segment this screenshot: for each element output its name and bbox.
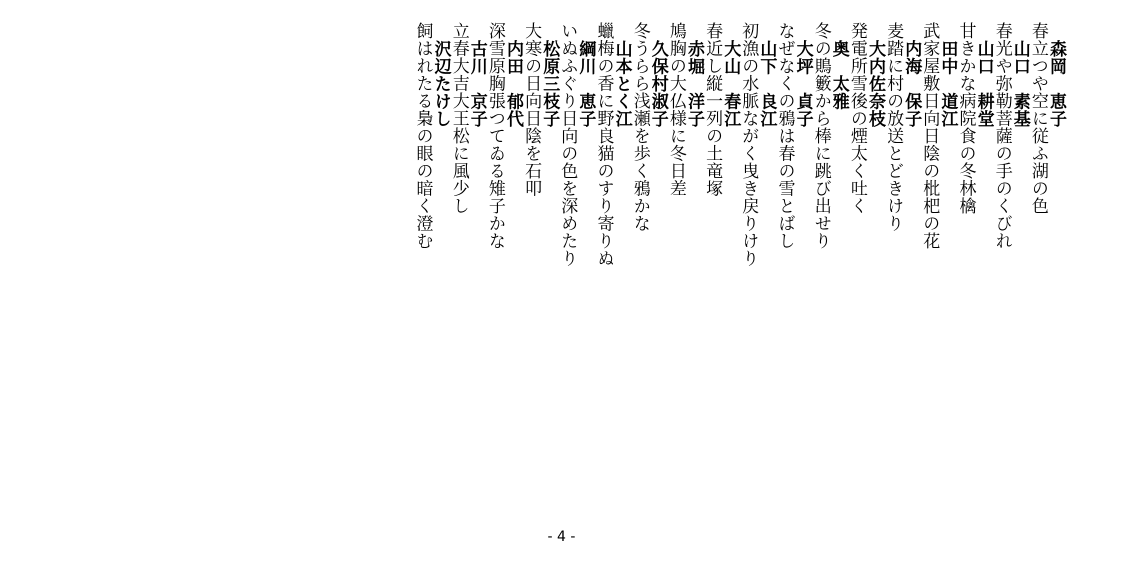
haiku-author: 古川 京子 [466, 40, 487, 128]
haiku-text: 武家屋敷日向日陰の枇杷の花 [919, 22, 940, 250]
haiku-author: 奥 太雅 [828, 40, 849, 110]
haiku-text: 大寒の日向日陰を石叩 [521, 22, 542, 197]
haiku-text: 冬うらら浅瀬を歩く鴉かな [629, 22, 650, 232]
haiku-text: 麦踏に村の放送とどきけり [883, 22, 904, 232]
haiku-author: 松原三枝子 [539, 40, 560, 128]
haiku-text: 甘きかな病院食の冬林檎 [955, 22, 976, 215]
haiku-author: 赤堀 洋子 [684, 40, 704, 128]
haiku-author: 沢辺たけし [430, 40, 451, 128]
haiku-text: 春立つや空に従ふ湖の色 [1027, 22, 1048, 215]
haiku-text: 深雪原胸張つてゐる雉子かな [484, 22, 505, 250]
haiku-author: 山口 素基 [1009, 40, 1030, 128]
haiku-text: 初漁の水脈ながく曳き戻りけり [738, 22, 759, 267]
haiku-text: 発電所雪後の煙太く吐く [846, 22, 867, 215]
haiku-author: 大内佐奈枝 [865, 40, 885, 128]
haiku-text: 鳩胸の大仏様に冬日差 [665, 22, 686, 197]
page-number: - 4 - [547, 529, 576, 545]
haiku-author: 田中 道江 [937, 40, 958, 128]
haiku-text: 春近し縦一列の土竜塚 [702, 22, 723, 197]
haiku-text: 蠟梅の香に野良猫のすり寄りぬ [593, 22, 614, 267]
haiku-author: 大坪 貞子 [792, 40, 813, 128]
haiku-author: 山本とく江 [611, 40, 632, 128]
haiku-author: 山下 良江 [756, 40, 777, 128]
haiku-author: 内海 保子 [901, 40, 922, 128]
haiku-author: 内田 郁代 [503, 40, 523, 128]
haiku-author: 大山 春江 [720, 40, 741, 128]
haiku-author: 山口 耕堂 [973, 40, 994, 128]
haiku-text: 立春大吉大王松に風少し [448, 22, 469, 215]
haiku-text: なぜなくの鴉は春の雪とばし [774, 22, 795, 250]
haiku-text: いぬふぐり日向の色を深めたり [557, 22, 578, 267]
haiku-text: 春光や弥勒菩薩の手のくびれ [991, 22, 1012, 250]
haiku-author: 綱川 恵子 [575, 40, 596, 128]
haiku-text: 飼はれたる梟の眼の暗く澄む [412, 22, 433, 250]
haiku-author: 森岡 恵子 [1046, 40, 1066, 128]
haiku-text: 冬の鵙籔から棒に跳び出せり [810, 22, 831, 250]
haiku-author: 久保村淑子 [647, 40, 668, 128]
